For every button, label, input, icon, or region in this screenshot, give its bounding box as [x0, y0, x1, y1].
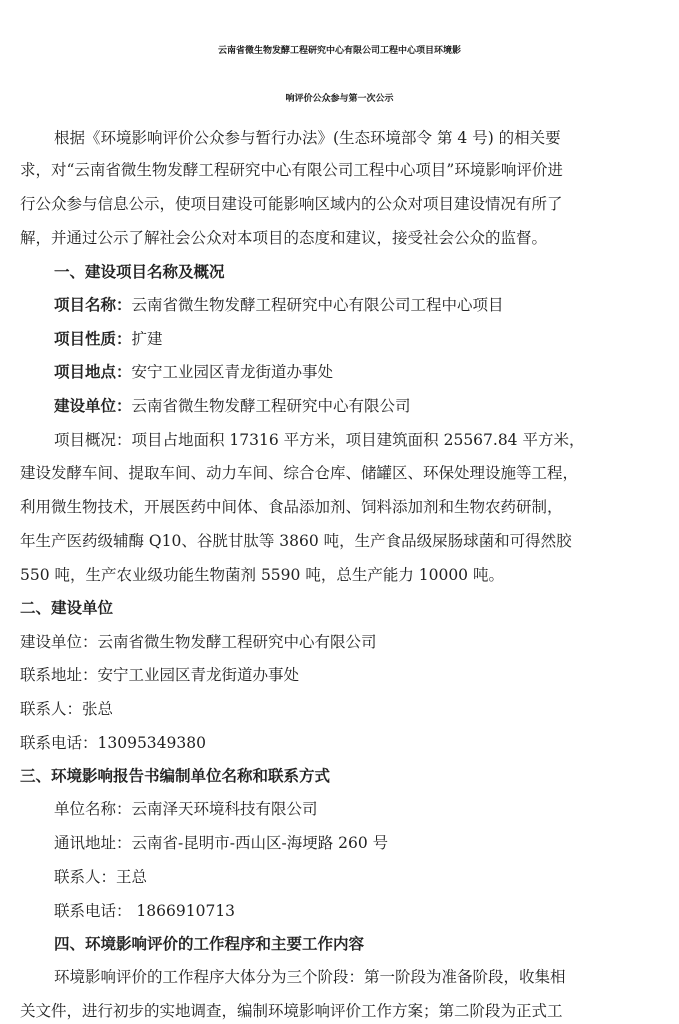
intro-line-1: 根据《环境影响评价公众参与暂行办法》(生态环境部令 第 4 号) 的相关要 [54, 129, 561, 147]
section-3-address: 通讯地址：云南省-昆明市-西山区-海埂路 260 号 [54, 834, 389, 852]
section-3-heading: 三、环境影响报告书编制单位名称和联系方式 [20, 767, 331, 785]
project-builder-value: 云南省微生物发酵工程研究中心有限公司 [131, 397, 411, 415]
section-4-line-1: 环境影响评价的工作程序大体分为三个阶段：第一阶段为准备阶段，收集相 [54, 968, 566, 986]
section-4-heading: 四、环境影响评价的工作程序和主要工作内容 [54, 935, 365, 953]
intro-line-2: 求，对“云南省微生物发酵工程研究中心有限公司工程中心项目”环境影响评价进 [20, 161, 563, 179]
project-builder-label: 建设单位： [54, 397, 132, 415]
section-2-heading: 二、建设单位 [20, 599, 114, 617]
project-nature-label: 项目性质： [54, 330, 132, 348]
document-title-line-2: 响评价公众参与第一次公示 [285, 94, 394, 104]
project-name-value: 云南省微生物发酵工程研究中心有限公司工程中心项目 [131, 296, 504, 314]
section-2-contact: 联系人：张总 [20, 700, 114, 718]
section-3-contact: 联系人：王总 [54, 868, 148, 886]
section-3-phone: 联系电话： 1866910713 [54, 902, 236, 920]
section-1-heading: 一、建设项目名称及概况 [54, 263, 225, 281]
section-4-line-2: 关文件，进行初步的实地调查，编制环境影响评价工作方案；第二阶段为正式工 [20, 1002, 563, 1020]
section-2-address: 联系地址：安宁工业园区青龙街道办事处 [20, 666, 300, 684]
intro-line-3: 行公众参与信息公示，使项目建设可能影响区域内的公众对项目建设情况有所了 [20, 195, 563, 213]
document-title-line-1: 云南省微生物发酵工程研究中心有限公司工程中心项目环境影 [217, 46, 461, 56]
section-3-unit: 单位名称：云南泽天环境科技有限公司 [54, 800, 318, 818]
project-nature-row [54, 329, 163, 349]
project-name-label: 项目名称： [54, 296, 132, 314]
overview-line-3: 利用微生物技术，开展医药中间体、食品添加剂、饲料添加剂和生物农药研制， [20, 498, 563, 516]
project-builder-row [54, 396, 411, 416]
overview-line-2: 建设发酵车间、提取车间、动力车间、综合仓库、储罐区、环保处理设施等工程， [20, 464, 579, 482]
section-2-unit: 建设单位：云南省微生物发酵工程研究中心有限公司 [20, 633, 377, 651]
overview-line-1: 项目概况：项目占地面积 17316 平方米，项目建筑面积 25567.84 平方米， [54, 431, 585, 449]
project-location-label: 项目地点： [54, 363, 132, 381]
project-name-row [54, 295, 504, 315]
project-nature-value: 扩建 [131, 330, 163, 348]
overview-line-4: 年生产医药级辅酶 Q10、谷胱甘肽等 3860 吨，生产食品级屎肠球菌和可得然胶 [20, 532, 572, 550]
intro-line-4: 解，并通过公示了解社会公众对本项目的态度和建议，接受社会公众的监督。 [20, 229, 548, 247]
section-2-phone: 联系电话：13095349380 [20, 734, 206, 752]
project-location-row [54, 362, 333, 382]
project-location-value: 安宁工业园区青龙街道办事处 [131, 363, 334, 381]
overview-line-5: 550 吨，生产农业级功能生物菌剂 5590 吨，总生产能力 10000 吨。 [20, 566, 504, 584]
